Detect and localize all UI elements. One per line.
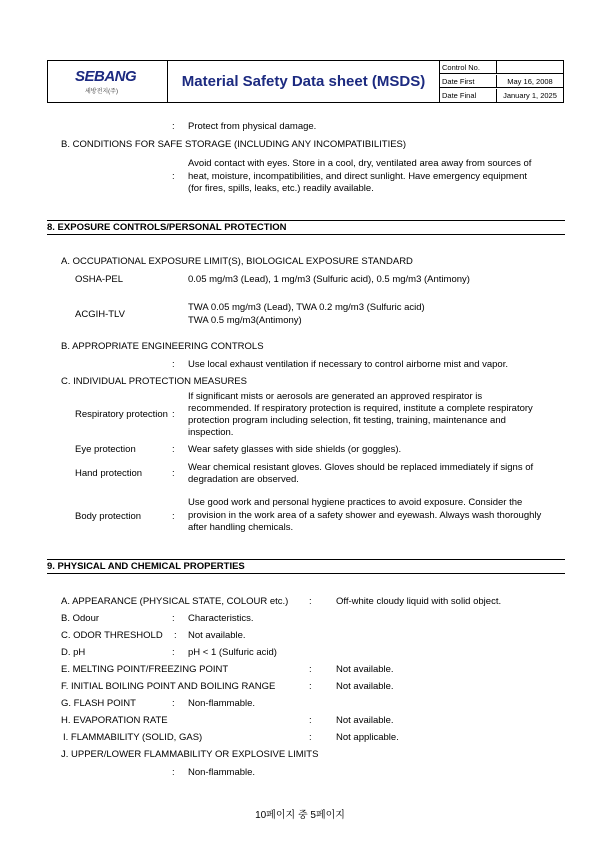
individual-protection-heading: C. INDIVIDUAL PROTECTION MEASURES [61,376,247,387]
colon: : [172,767,175,778]
section-8-title: 8. EXPOSURE CONTROLS/PERSONAL PROTECTION [47,222,287,233]
section-9-title: 9. PHYSICAL AND CHEMICAL PROPERTIES [47,561,245,572]
colon: : [172,468,175,479]
hand-text-2: degradation are observed. [188,474,299,485]
colon: : [172,647,175,658]
eye-label: Eye protection [75,444,136,455]
logo-subtext: 세방전지(주) [85,89,118,95]
protect-text: Protect from physical damage. [188,121,317,132]
appearance-value: Off-white cloudy liquid with solid object. [336,596,502,607]
body-text-3: after handling chemicals. [188,522,294,533]
storage-text-1: Avoid contact with eyes. Store in a cool, dry, ventilated area away from sources of [188,158,532,169]
ph-value: pH < 1 (Sulfuric acid) [188,647,277,658]
odor-threshold-value: Not available. [188,630,246,641]
colon: : [172,444,175,455]
engineering-heading: B. APPROPRIATE ENGINEERING CONTROLS [61,341,264,352]
colon: : [174,630,177,641]
acgih-value-2: TWA 0.5 mg/m3(Antimony) [188,315,302,326]
section-8-header [47,220,565,235]
page-number: 10페이지 중 5페이지 [255,810,345,821]
acgih-value-1: TWA 0.05 mg/m3 (Lead), TWA 0.2 mg/m3 (Sulfuric acid) [188,302,425,313]
evaporation-rate-label: H. EVAPORATION RATE [61,715,168,726]
appearance-label: A. APPEARANCE (PHYSICAL STATE, COLOUR etc.) [61,596,289,607]
document-header [47,60,564,103]
colon: : [309,596,312,607]
flammability-label: I. FLAMMABILITY (SOLID, GAS) [63,732,203,743]
odor-threshold-label: C. ODOR THRESHOLD [61,630,163,641]
eye-text: Wear safety glasses with side shields (or goggles). [188,444,402,455]
colon: : [172,359,175,370]
boiling-point-label: F. INITIAL BOILING POINT AND BOILING RANGE [61,681,276,692]
odour-value: Characteristics. [188,613,254,624]
engineering-text: Use local exhaust ventilation if necessary to control airborne mist and vapor. [188,359,508,370]
respiratory-text-2: recommended. If respiratory protection is required, institute a complete respiratory [188,403,533,414]
body-label: Body protection [75,511,142,522]
respiratory-label: Respiratory protection [75,409,168,420]
odour-label: B. Odour [61,613,100,624]
control-row-date-final: Date Final January 1, 2025 [439,89,563,102]
hand-label: Hand protection [75,468,143,479]
flammability-value: Not applicable. [336,732,399,743]
body-text-1: Use good work and personal hygiene practices to avoid exposure. Consider the [188,497,523,508]
company-logo [48,61,168,102]
colon: : [309,664,312,675]
flash-point-label: G. FLASH POINT [61,698,136,709]
colon: : [172,511,175,522]
boiling-point-value: Not available. [336,681,394,692]
hand-text-1: Wear chemical resistant gloves. Gloves should be replaced immediately if signs of [188,462,534,473]
body-text-2: provision in the work area of a safety shower and eyewash. Always wash thoroughly [188,510,542,521]
respiratory-text-4: inspection. [188,427,234,438]
melting-point-label: E. MELTING POINT/FREEZING POINT [61,664,229,675]
evaporation-rate-value: Not available. [336,715,394,726]
flash-point-value: Non-flammable. [188,698,256,709]
storage-heading: B. CONDITIONS FOR SAFE STORAGE (INCLUDING ANY INCOMPATIBILITIES) [61,139,407,150]
flammability-limits-value: Non-flammable. [188,767,256,778]
ph-label: D. pH [61,647,86,658]
storage-text-2: heat, moisture, incompatibilities, and direct sunlight. Have emergency equipment [188,171,528,182]
document-title: Material Safety Data sheet (MSDS) [168,61,440,102]
acgih-label: ACGIH-TLV [75,309,125,320]
colon: : [309,732,312,743]
colon: : [309,715,312,726]
osha-value: 0.05 mg/m3 (Lead), 1 mg/m3 (Sulfuric acid), 0.5 mg/m3 (Antimony) [188,274,470,285]
respiratory-text-3: protection program including selection, fit testing, training, maintenance and [188,415,506,426]
exposure-limit-heading: A. OCCUPATIONAL EXPOSURE LIMIT(S), BIOLOGICAL EXPOSURE STANDARD [61,256,413,267]
colon: : [309,681,312,692]
colon: : [172,698,175,709]
osha-label: OSHA-PEL [75,274,124,285]
control-row-number: Control No. [439,61,563,74]
storage-text-3: (for fires, spills, leaks, etc.) readily available. [188,183,374,194]
respiratory-text-1: If significant mists or aerosols are generated an approved respirator is [188,391,483,402]
melting-point-value: Not available. [336,664,394,675]
section-9-header [47,559,565,574]
control-row-date-first: Date First May 16, 2008 [439,75,563,88]
control-table [439,61,563,102]
colon: : [172,121,175,132]
colon: : [172,409,175,420]
flammability-limits-label: J. UPPER/LOWER FLAMMABILITY OR EXPLOSIVE LIMITS [61,749,319,760]
colon: : [172,171,175,182]
colon: : [172,613,175,624]
logo-text: SEBANG [75,68,137,85]
